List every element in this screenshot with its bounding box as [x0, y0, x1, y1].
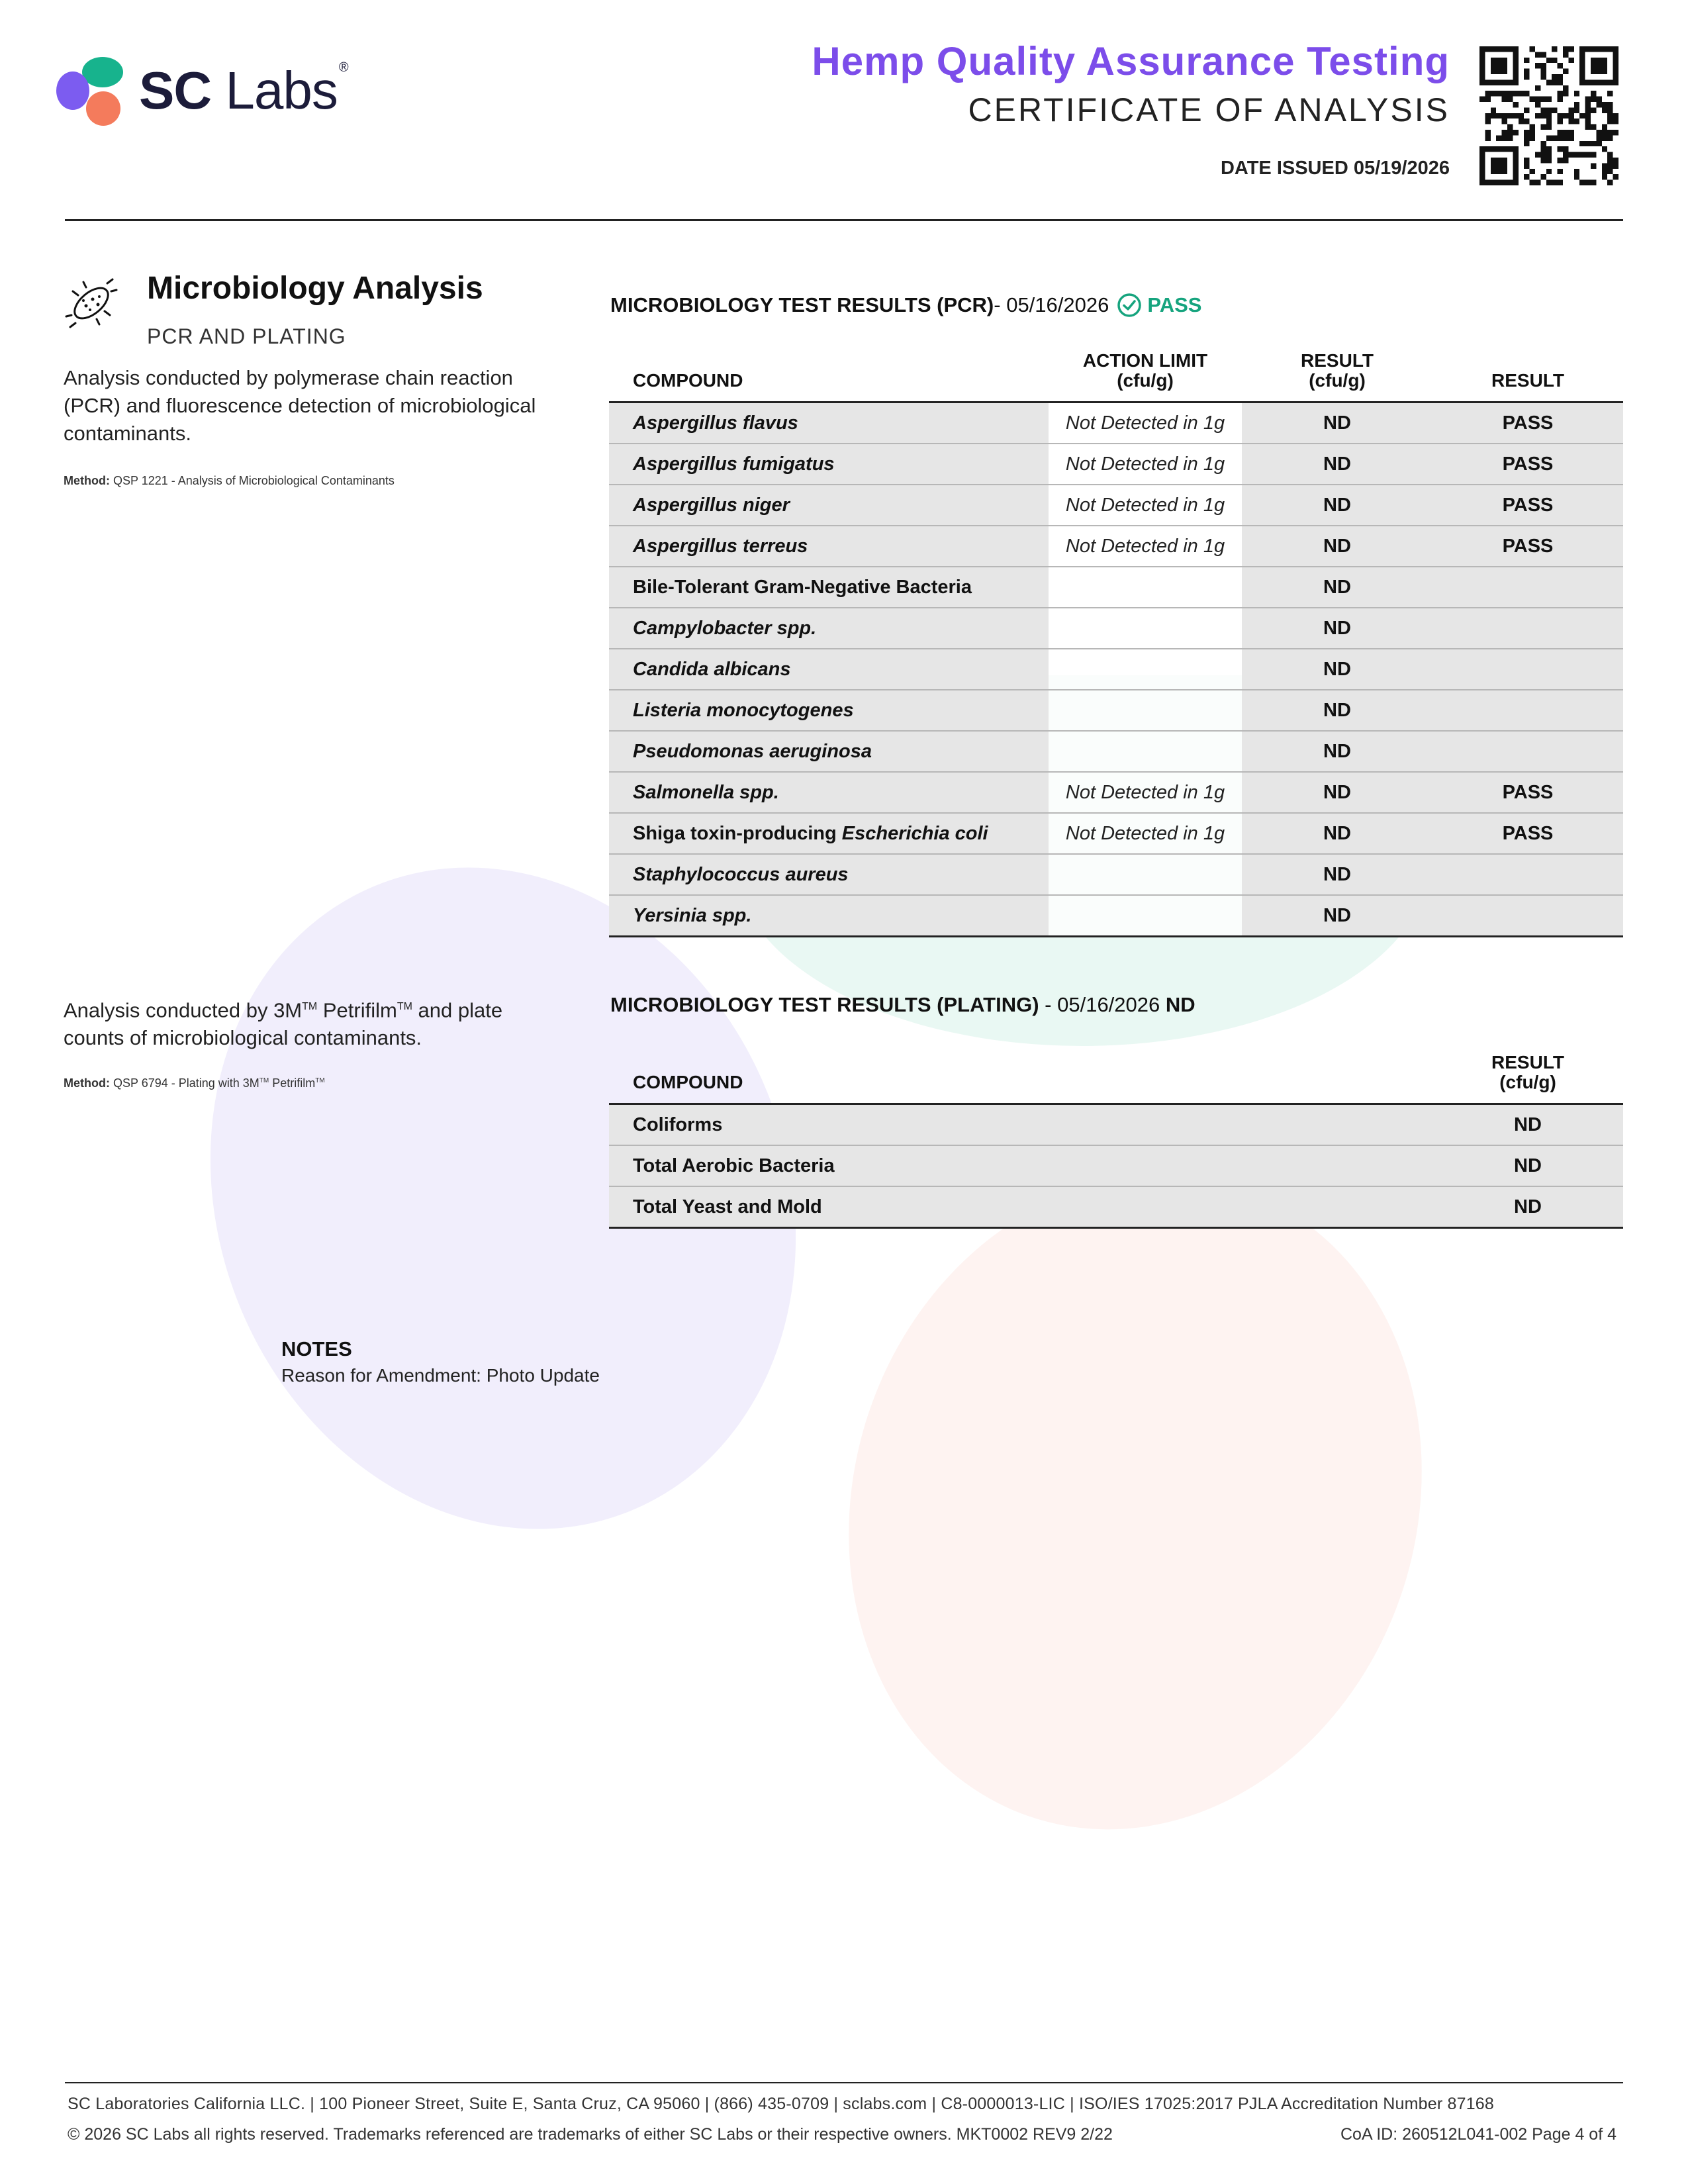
- pcr-method: Method: QSP 1221 - Analysis of Microbiological Contaminants: [64, 474, 395, 487]
- result-cfu-cell: ND: [1242, 854, 1432, 895]
- result-pass-cell: [1432, 649, 1623, 690]
- table-row: [609, 526, 1623, 567]
- col-result-pass: RESULT: [1432, 351, 1623, 403]
- compound-cell: Coliforms: [609, 1104, 1432, 1146]
- action-limit-cell: Not Detected in 1g: [1049, 403, 1242, 444]
- plating-table-header: [609, 1053, 1623, 1104]
- action-limit-cell: [1049, 608, 1242, 649]
- col-action-limit: ACTION LIMIT (cfu/g): [1049, 351, 1242, 403]
- col-compound: COMPOUND: [609, 351, 1049, 403]
- action-limit-cell: Not Detected in 1g: [1049, 485, 1242, 526]
- plating-status: ND: [1165, 993, 1196, 1016]
- action-limit-cell: [1049, 895, 1242, 937]
- result-cfu-cell: ND: [1242, 895, 1432, 937]
- col-result-cfu: RESULT (cfu/g): [1432, 1053, 1623, 1104]
- compound-cell: Shiga toxin-producing Escherichia coli: [609, 813, 1049, 854]
- result-cfu-cell: ND: [1242, 485, 1432, 526]
- compound-cell: Aspergillus flavus: [609, 403, 1049, 444]
- table-row: [609, 772, 1623, 813]
- plating-results-table: [609, 1053, 1623, 1229]
- pcr-table-header: [609, 351, 1623, 403]
- compound-cell: Campylobacter spp.: [609, 608, 1049, 649]
- table-row: [609, 567, 1623, 608]
- result-cfu-cell: ND: [1242, 731, 1432, 772]
- compound-cell: Total Yeast and Mold: [609, 1186, 1432, 1228]
- table-row: [609, 1145, 1623, 1186]
- notes-body: Reason for Amendment: Photo Update: [281, 1365, 600, 1386]
- table-row: [609, 444, 1623, 485]
- action-limit-cell: [1049, 731, 1242, 772]
- compound-cell: Aspergillus niger: [609, 485, 1049, 526]
- header-titles: [812, 38, 1450, 129]
- table-row: [609, 485, 1623, 526]
- pcr-description: Analysis conducted by polymerase chain reaction (PCR) and fluorescence detection of microbiological contaminants.: [64, 366, 536, 445]
- result-pass-cell: [1432, 895, 1623, 937]
- result-cfu-cell: ND: [1432, 1104, 1623, 1146]
- table-row: [609, 649, 1623, 690]
- result-cfu-cell: ND: [1242, 813, 1432, 854]
- qr-code[interactable]: [1479, 46, 1618, 185]
- table-row: [609, 813, 1623, 854]
- brand-logo: [54, 54, 348, 127]
- section-subtitle: PCR AND PLATING: [147, 324, 346, 348]
- section-title: Microbiology Analysis: [147, 271, 483, 306]
- action-limit-cell: [1049, 649, 1242, 690]
- compound-cell: Salmonella spp.: [609, 772, 1049, 813]
- table-row: [609, 854, 1623, 895]
- notes: [281, 1337, 600, 1386]
- logo-wordmark: SC Labs ®: [139, 60, 348, 120]
- result-pass-cell: [1432, 567, 1623, 608]
- pcr-results-heading: MICROBIOLOGY TEST RESULTS (PCR) - 05/16/2026 PASS: [610, 293, 1202, 316]
- result-cfu-cell: ND: [1432, 1186, 1623, 1228]
- compound-cell: Aspergillus fumigatus: [609, 444, 1049, 485]
- compound-cell: Total Aerobic Bacteria: [609, 1145, 1432, 1186]
- action-limit-cell: Not Detected in 1g: [1049, 813, 1242, 854]
- action-limit-cell: Not Detected in 1g: [1049, 772, 1242, 813]
- result-cfu-cell: ND: [1242, 649, 1432, 690]
- pcr-status-badge: PASS: [1117, 293, 1201, 318]
- bacteria-icon: [64, 275, 119, 331]
- result-cfu-cell: ND: [1242, 567, 1432, 608]
- compound-cell: Candida albicans: [609, 649, 1049, 690]
- result-pass-cell: [1432, 854, 1623, 895]
- result-pass-cell: [1432, 608, 1623, 649]
- table-row: [609, 608, 1623, 649]
- compound-cell: Pseudomonas aeruginosa: [609, 731, 1049, 772]
- pcr-results-table: [609, 351, 1623, 937]
- table-row: [609, 690, 1623, 731]
- report-subtitle: CERTIFICATE OF ANALYSIS: [968, 91, 1450, 128]
- footer-address: SC Laboratories California LLC. | 100 Pioneer Street, Suite E, Santa Cruz, CA 95060 | (866) 435-0709 | sclabs.com | C8-0000013-LIC | ISO/IES 17025:2017 PJLA Accreditation Number 87168: [68, 2095, 1495, 2113]
- notes-title: NOTES: [281, 1337, 352, 1360]
- table-row: [609, 1104, 1623, 1146]
- compound-cell: Aspergillus terreus: [609, 526, 1049, 567]
- table-row: [609, 1186, 1623, 1228]
- result-cfu-cell: ND: [1242, 403, 1432, 444]
- footer-divider: [65, 2082, 1623, 2083]
- report-title: Hemp Quality Assurance Testing: [812, 39, 1450, 83]
- table-row: [609, 731, 1623, 772]
- action-limit-cell: [1049, 567, 1242, 608]
- action-limit-cell: Not Detected in 1g: [1049, 444, 1242, 485]
- compound-cell: Staphylococcus aureus: [609, 854, 1049, 895]
- col-compound: COMPOUND: [609, 1053, 1432, 1104]
- result-cfu-cell: ND: [1242, 772, 1432, 813]
- result-cfu-cell: ND: [1242, 526, 1432, 567]
- date-issued: DATE ISSUED 05/19/2026: [1220, 158, 1450, 179]
- result-cfu-cell: ND: [1242, 444, 1432, 485]
- result-pass-cell: PASS: [1432, 403, 1623, 444]
- action-limit-cell: [1049, 854, 1242, 895]
- plating-results-heading: MICROBIOLOGY TEST RESULTS (PLATING) - 05/16/2026 ND: [610, 993, 1196, 1016]
- col-result-cfu: RESULT (cfu/g): [1242, 351, 1432, 403]
- plating-description: Analysis conducted by 3M™ Petrifilm™ and plate counts of microbiological contaminants.: [64, 998, 503, 1050]
- result-pass-cell: PASS: [1432, 526, 1623, 567]
- compound-cell: Listeria monocytogenes: [609, 690, 1049, 731]
- footer-copyright: © 2026 SC Labs all rights reserved. Trademarks referenced are trademarks of either SC Labs or their respective owners. MKT0002 REV9 2/22: [68, 2125, 1113, 2144]
- result-cfu-cell: ND: [1432, 1145, 1623, 1186]
- footer-coa-id: CoA ID: 260512L041-002 Page 4 of 4: [1340, 2125, 1617, 2144]
- action-limit-cell: Not Detected in 1g: [1049, 526, 1242, 567]
- header-divider: [65, 219, 1623, 221]
- action-limit-cell: [1049, 690, 1242, 731]
- result-pass-cell: [1432, 731, 1623, 772]
- result-pass-cell: PASS: [1432, 772, 1623, 813]
- logo-mark-icon: [54, 54, 127, 127]
- check-circle-icon: [1117, 293, 1142, 318]
- plating-method: Method: QSP 6794 - Plating with 3M™ Petrifilm™: [64, 1076, 325, 1090]
- result-pass-cell: [1432, 690, 1623, 731]
- compound-cell: Bile-Tolerant Gram-Negative Bacteria: [609, 567, 1049, 608]
- result-pass-cell: PASS: [1432, 485, 1623, 526]
- table-row: [609, 403, 1623, 444]
- result-cfu-cell: ND: [1242, 608, 1432, 649]
- result-cfu-cell: ND: [1242, 690, 1432, 731]
- result-pass-cell: PASS: [1432, 813, 1623, 854]
- result-pass-cell: PASS: [1432, 444, 1623, 485]
- table-row: [609, 895, 1623, 937]
- compound-cell: Yersinia spp.: [609, 895, 1049, 937]
